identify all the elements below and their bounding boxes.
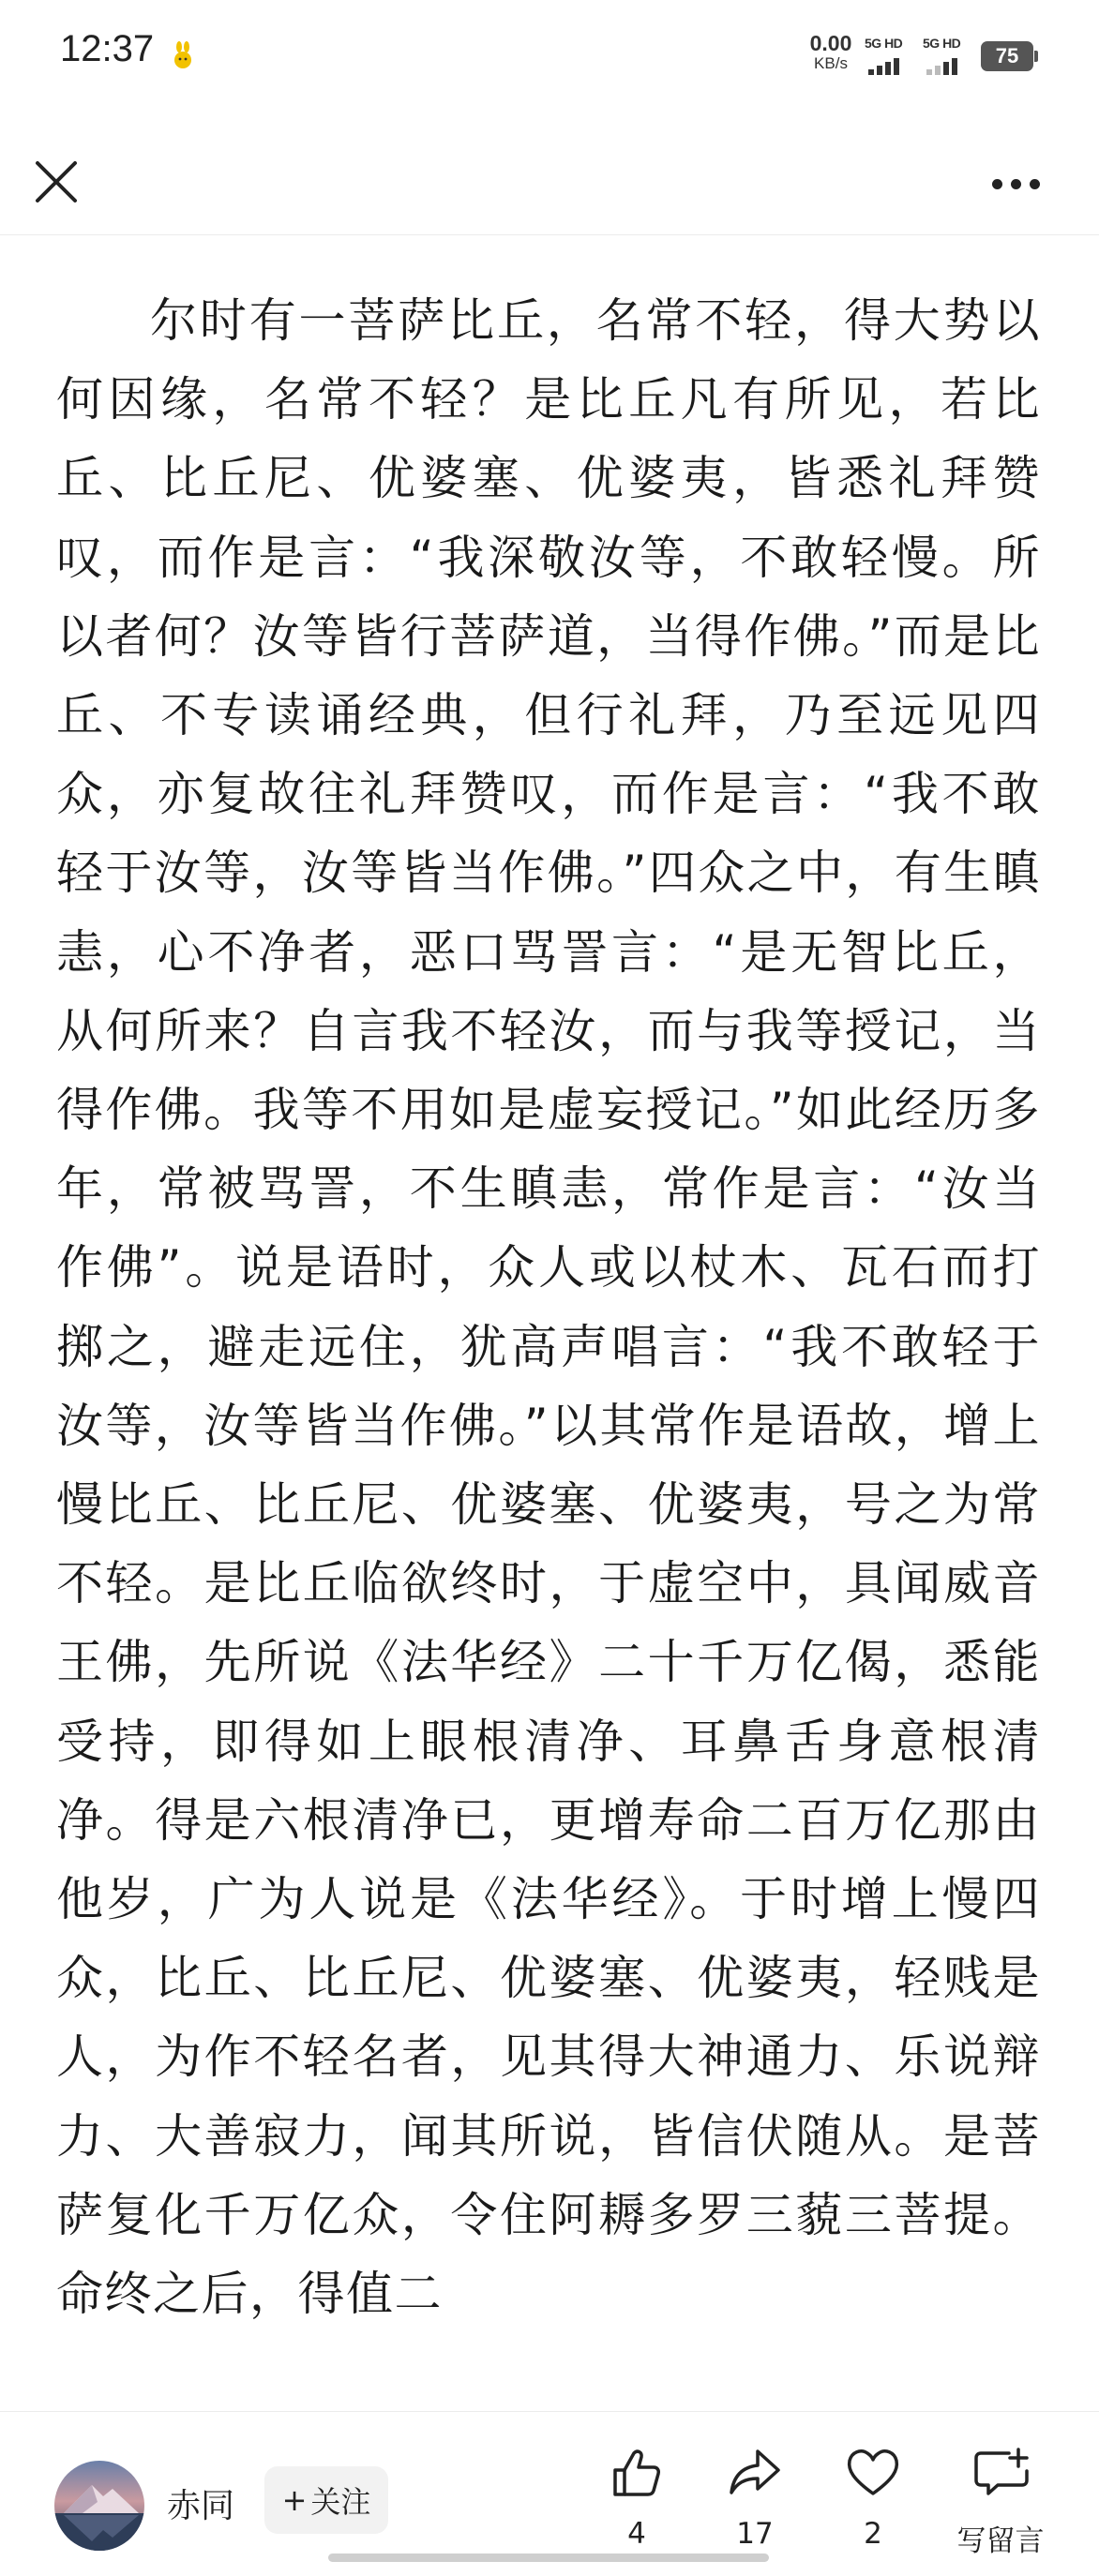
like-button[interactable] [585,2444,688,2556]
share-button[interactable] [703,2444,806,2556]
status-bar [0,0,1099,112]
favorite-button[interactable] [821,2444,925,2556]
plus-icon: + [281,2482,308,2518]
signal-2-label: 5G HD [923,36,961,51]
signal-bars-icon [926,56,957,75]
follow-button[interactable] [264,2466,388,2534]
battery-icon: 75 [981,41,1033,71]
follow-label: 关注 [310,2484,371,2520]
author-name[interactable]: 赤同 [167,2487,235,2525]
author-avatar[interactable] [54,2461,144,2551]
signal-2 [923,36,968,75]
status-time: 12:37 [60,28,155,69]
signal-bars-icon [868,56,899,75]
favorite-count: 2 [864,2517,882,2551]
signal-1-label: 5G HD [865,36,903,51]
avatar-image [54,2461,144,2551]
network-speed-value: 0.00 [809,31,852,55]
article-body: 尔时有一菩萨比丘，名常不轻，得大势以何因缘，名常不轻？是比丘凡有所见，若比丘、比丘尼、优婆塞、优婆夷，皆悉礼拜赞叹，而作是言：“我深敬汝等，不敢轻慢。所以者何？汝等皆行菩萨道，当得作佛。”而是比丘、不专读诵经典，但行礼拜，乃至远见四众，亦复故往礼拜赞叹，而作是言：“我不敢轻于汝等，汝等皆当作佛。”四众之中，有生瞋恚，心不净者，恶口骂詈言：“是无智比丘，从何所来？自言我不轻汝，而与我等授记，当得作佛。我等不用如是虚妄授记。”如此经历多年，常被骂詈，不生瞋恚，常作是言：“汝当作佛”。说是语时，众人或以杖木、瓦石而打掷之，避走远住，犹高声唱言：“我不敢轻于汝等，汝等皆当作佛。”以其常作是语故，增上慢比丘、比丘尼、优婆塞、优婆夷，号之为常不轻。是比丘临欲终时，于虚空中，具闻威音王佛，先所说《法华经》二十千万亿偈，悉能受持，即得如上眼根清净、耳鼻舌身意根清净。得是六根清净已，更增寿命二百万亿那由他岁，广为人说是《法华经》。于时增上慢四众，比丘、比丘尼、优婆塞、优婆夷，轻贱是人，为作不轻名者，见其得大神通力、乐说辩力、大善寂力，闻其所说，皆信伏随从。是菩萨复化千万亿众，令住阿耨多罗三藐三菩提。命终之后，得值二 [56,293,1041,2322]
article-content [56,281,1041,2419]
comment-label: 写留言 [956,2524,1045,2558]
share-count: 17 [736,2517,774,2551]
network-speed-unit: KB/s [814,54,848,72]
network-speed [805,32,857,73]
bottom-action-bar [0,2411,1099,2576]
signal-1 [865,36,910,75]
like-count: 4 [627,2517,646,2551]
heart-icon [844,2444,902,2502]
comment-button[interactable] [940,2444,1061,2556]
thumbs-up-icon [608,2444,666,2502]
top-nav [0,131,1099,235]
comment-plus-icon [971,2444,1030,2502]
close-icon [28,154,84,210]
share-arrow-icon [726,2444,784,2502]
rabbit-app-icon [172,41,194,69]
more-button[interactable] [992,172,1048,195]
more-dots-icon [992,179,1002,189]
close-button[interactable] [28,154,84,210]
home-indicator[interactable] [328,2554,769,2562]
